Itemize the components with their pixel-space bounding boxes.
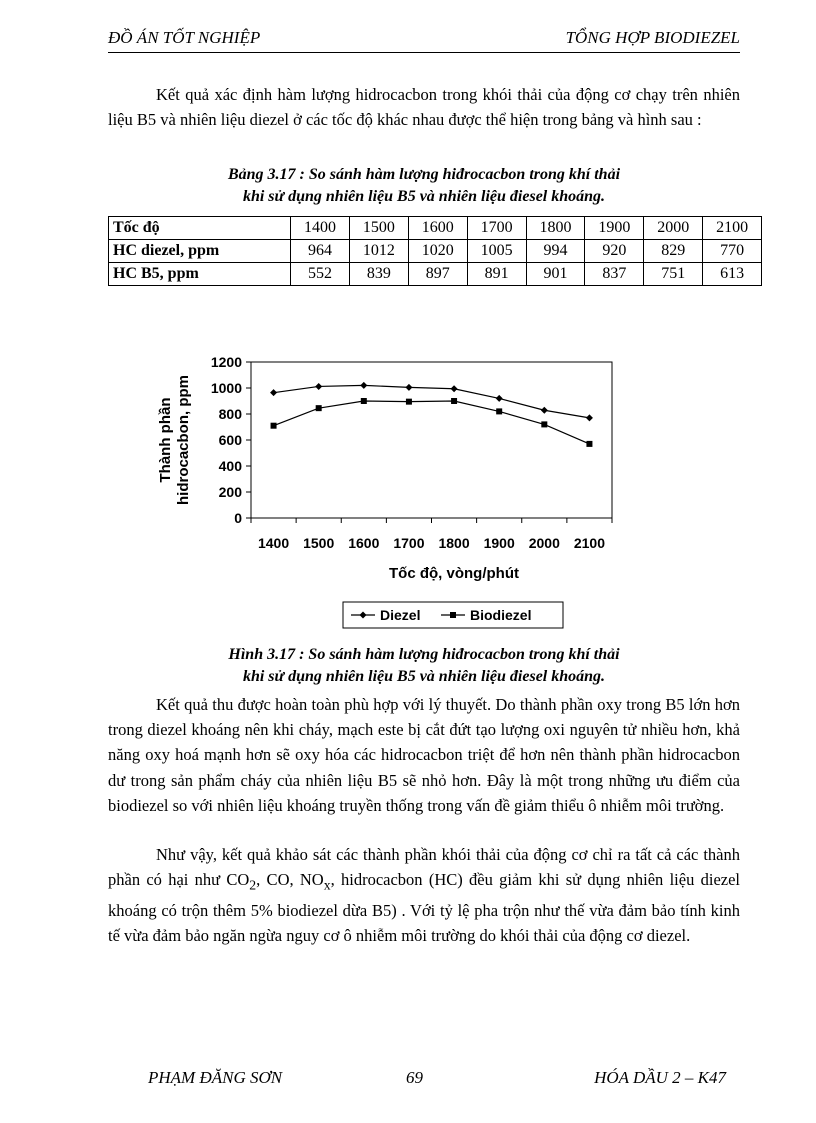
table-cell: 829 <box>644 240 703 263</box>
hc-line-chart <box>148 350 628 632</box>
diezel-point <box>405 384 412 391</box>
table-row <box>109 217 762 240</box>
intro-text: Kết quả xác định hàm lượng hidrocacbon trong khói thải của động cơ chạy trên nhiên liệu B5 và nhiên liệu diezel ở các tốc độ khác nhau được thể hiện trong bảng và hình sau : <box>108 85 740 130</box>
page-footer <box>108 1068 740 1088</box>
nox-subscript: x <box>323 877 331 893</box>
table-caption-line1: Bảng 3.17 : So sánh hàm lượng hiđrocacbon trong khí thải <box>227 166 621 183</box>
x-tick-label: 1700 <box>393 535 425 551</box>
figure-caption <box>108 644 740 688</box>
y-tick-label: 0 <box>234 510 242 526</box>
conclusion-text-a: Như vậy, kết quả khảo sát các thành phần khói thải của động cơ chỉ ra tất cả các thành phần có hại như CO <box>108 845 740 890</box>
table-cell: 1600 <box>408 217 467 240</box>
row-header: Tốc độ <box>109 217 291 240</box>
plot-area <box>251 362 612 518</box>
row-header: HC diezel, ppm <box>109 240 291 263</box>
table-cell: 1012 <box>349 240 408 263</box>
y-tick-label: 600 <box>218 432 242 448</box>
x-tick-label: 2100 <box>573 535 606 551</box>
y-tick-label: 200 <box>218 484 242 500</box>
x-tick-label: 1900 <box>483 535 515 551</box>
y-axis-label-line2: hidrocacbon, ppm <box>175 374 192 506</box>
y-axis-label-line1: Thành phần <box>157 397 174 483</box>
x-tick-label: 2000 <box>528 535 560 551</box>
legend-diezel-label: Diezel <box>380 607 421 623</box>
table-cell: 920 <box>585 240 644 263</box>
header-right-title: TỔNG HỢP BIODIEZEL <box>565 28 740 47</box>
intro-paragraph <box>108 82 740 132</box>
table-cell: 2000 <box>644 217 703 240</box>
figure-caption-line2: khi sử dụng nhiên liệu B5 và nhiên liệu điesel khoáng. <box>242 668 606 685</box>
table-cell: 891 <box>467 263 526 286</box>
table-cell: 839 <box>349 263 408 286</box>
y-tick-label: 1000 <box>210 380 242 396</box>
table-cell: 552 <box>291 263 350 286</box>
table-cell: 994 <box>526 240 585 263</box>
x-tick-label: 1600 <box>348 535 380 551</box>
x-tick-label: 1400 <box>257 535 290 551</box>
table-cell: 837 <box>585 263 644 286</box>
table-cell: 770 <box>703 240 762 263</box>
table-cell: 901 <box>526 263 585 286</box>
diezel-point <box>586 414 593 421</box>
co2-subscript: 2 <box>249 877 257 893</box>
table-cell: 1800 <box>526 217 585 240</box>
x-tick-label: 1500 <box>303 535 335 551</box>
conclusion-paragraph <box>108 842 740 948</box>
biodiezel-point <box>496 408 502 414</box>
table-cell: 1020 <box>408 240 467 263</box>
hc-comparison-table <box>108 216 762 286</box>
result-text: Kết quả thu được hoàn toàn phù hợp với lý thuyết. Do thành phần oxy trong B5 lớn hơn trong diezel khoáng nên khi cháy, mạch este bị cắt đứt tạo lượng oxi nguyên tử nhiều hơn, khả năng oxy hoá mạnh hơn sẽ oxy hóa các hidrocacbon triệt để hơn nên thành phần hidrocacbon dư trong sản phẩm cháy của nhiên liệu B5 sẽ nhỏ hơn. Đây là một trong những ưu điểm của biodiezel so với nhiên liệu khoáng truyền thống trong vấn đề giảm thiểu ô nhiễm môi trường. <box>108 695 740 815</box>
biodiezel-point <box>361 398 367 404</box>
conclusion-text-c: , hidrocacbon (HC) đều giảm khi sử dụng nhiên liệu diezel khoáng có trộn thêm 5% biodiezel dừa B5) . Với tỷ lệ pha trộn như thế vừa đảm bảo tính kinh tế vừa đảm bảo ngăn ngừa nguy cơ ô nhiễm môi trường do khói thải của động cơ diezel. <box>108 870 740 945</box>
table-cell: 964 <box>291 240 350 263</box>
table-cell: 1500 <box>349 217 408 240</box>
page-number: 69 <box>406 1068 423 1087</box>
diezel-point <box>496 395 503 402</box>
x-axis-label: Tốc độ, vòng/phút <box>389 565 519 582</box>
biodiezel-point <box>586 441 592 447</box>
biodiezel-point <box>271 423 277 429</box>
x-tick-label: 1800 <box>438 535 470 551</box>
diezel-point <box>541 407 548 414</box>
table-row <box>109 263 762 286</box>
legend-biodiezel-marker <box>450 612 456 618</box>
table-caption-line2: khi sử dụng nhiên liệu B5 và nhiên liệu điesel khoáng. <box>242 188 606 205</box>
table-cell: 897 <box>408 263 467 286</box>
table-cell: 1900 <box>585 217 644 240</box>
diezel-point <box>451 385 458 392</box>
table-cell: 1400 <box>291 217 350 240</box>
footer-class: HÓA DẦU 2 – K47 <box>594 1068 726 1087</box>
result-paragraph <box>108 692 740 818</box>
biodiezel-point <box>541 421 547 427</box>
table-cell: 751 <box>644 263 703 286</box>
biodiezel-point <box>451 398 457 404</box>
y-tick-label: 1200 <box>210 354 242 370</box>
diezel-point <box>270 389 277 396</box>
table-cell: 1700 <box>467 217 526 240</box>
table-cell: 2100 <box>703 217 762 240</box>
y-tick-label: 800 <box>218 406 242 422</box>
footer-author: PHẠM ĐĂNG SƠN <box>148 1068 283 1087</box>
diezel-point <box>360 382 367 389</box>
conclusion-text-b: , CO, NO <box>256 870 324 890</box>
figure-caption-line1: Hình 3.17 : So sánh hàm lượng hiđrocacbon trong khí thải <box>228 646 620 663</box>
biodiezel-point <box>406 399 412 405</box>
biodiezel-point <box>316 405 322 411</box>
row-header: HC B5, ppm <box>109 263 291 286</box>
legend-biodiezel-label: Biodiezel <box>470 607 532 623</box>
table-row <box>109 240 762 263</box>
table-cell: 613 <box>703 263 762 286</box>
y-tick-label: 400 <box>218 458 242 474</box>
table-caption <box>108 164 740 208</box>
table-cell: 1005 <box>467 240 526 263</box>
page-header <box>108 28 740 53</box>
header-left-title: ĐỒ ÁN TỐT NGHIỆP <box>108 28 261 47</box>
diezel-point <box>315 383 322 390</box>
